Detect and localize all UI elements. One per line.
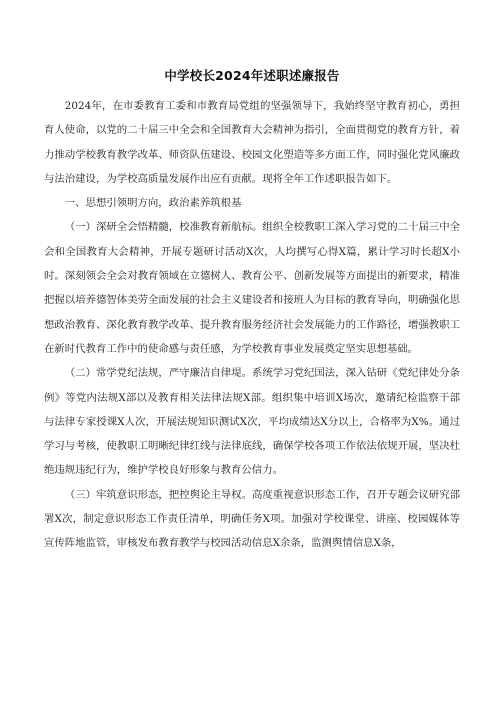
intro-paragraph: 2024年，在市委教育工委和市教育局党组的坚强领导下，我始终坚守教育初心，勇担育人使命，以党的二十届三中全会和全国教育大会精神为指引，全面贯彻党的教育方针，着力推动学校教育教学改革、师资队伍建设、校园文化塑造等多方面工作，同时强化党风廉政与法治建设，为学校高质量发展作出应有贡献。现将全年工作述职报告如下。 [44, 100, 460, 185]
body-paragraph: （一）深研全会悟精髓，校准教育新航标。组织全校教职工深入学习党的二十届三中全会和全国教育大会精神，开展专题研讨活动X次，人均撰写心得X篇，累计学习时长超X小时。深刻领会全会对教育领域在立德树人、教育公平、创新发展等方面提出的新要求，精准把握以培养德智体美劳全面发展的社会主义建设者和接班人为目标的教育导向，明确强化思想政治教育、深化教育教学改革、提升教育服务经济社会发展能力的工作路径，增强教职工在新时代教育工作中的使命感与责任感，为学校教育事业发展奠定坚实思想基础。 [44, 221, 460, 355]
document-page [44, 66, 460, 556]
body-paragraph: （二）常学党纪法规，严守廉洁自律堤。系统学习党纪国法，深入钻研《党纪律处分条例》等党内法规X部以及教育相关法律法规X部。组织集中培训X场次，邀请纪检监察干部与法律专家授课X人次，开展法规知识测试X次，平均成绩达X分以上，合格率为X%。通过学习与考核，使教职工明晰纪律红线与法律底线，确保学校各项工作依法依规开展，坚决杜绝违规违纪行为，维护学校良好形象与教育公信力。 [44, 367, 460, 477]
document-title: 中学校长2024年述职述廉报告 [164, 68, 340, 83]
body-paragraph: （三）牢筑意识形态，把控舆论主导权。高度重视意识形态工作，召开专题会议研究部署X次，制定意识形态工作责任清单，明确任务X项。加强对学校课堂、讲座、校园媒体等宣传阵地监管，审核发布教育教学与校园活动信息X余条，监测舆情信息X条， [44, 488, 460, 550]
section-heading: 一、思想引领明方向，政治素养筑根基 [64, 197, 242, 210]
